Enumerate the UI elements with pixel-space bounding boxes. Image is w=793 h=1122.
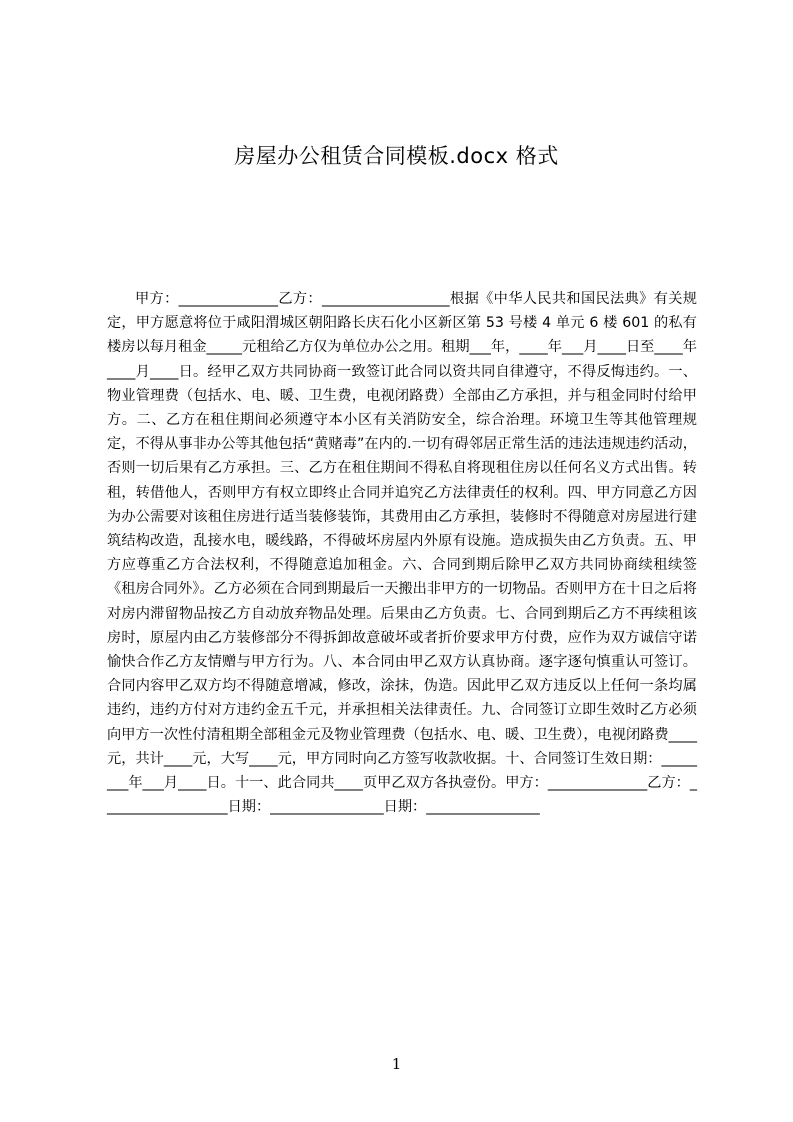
page-number: 1	[391, 1055, 402, 1073]
contract-body-paragraph: 甲方：______________乙方：__________________根据《中华人民共和国民法典》有关规定，甲方愿意将位于咸阳渭城区朝阳路长庆石化小区新区第 53 号楼 4 单元 6 楼 601 的私有楼房以每月租金_____元租给乙方仅为单位办公之用。租期___年，____年___月____日至____年____月____日。经甲乙双方共同协商一致签订此合同以资共同自律遵守，不得反悔违约。一、物业管理费（包括水、电、暖、卫生费，电视闭路费）全部由乙方承担，并与租金同时付给甲方。二、乙方在租住期间必须遵守本小区有关消防安全，综合治理。环境卫生等其他管理规定，不得从事非办公等其他包括“黄赌毒”在内的.一切有碍邻居正常生活的违法违规违约活动，否则一切后果有乙方承担。三、乙方在租住期间不得私自将现租住房以任何名义方式出售。转租，转借他人，否则甲方有权立即终止合同并追究乙方法律责任的权利。四、甲方同意乙方因为办公需要对该租住房进行适当装修装饰，其费用由乙方承担，装修时不得随意对房屋进行建筑结构改造，乱接水电，暖线路，不得破坏房屋内外原有设施。造成损失由乙方负责。五、甲方应尊重乙方合法权利，不得随意追加租金。六、合同到期后除甲乙双方共同协商续租续签《租房合同外》。乙方必须在合同到期最后一天搬出非甲方的一切物品。否则甲方在十日之后将对房内滞留物品按乙方自动放弃物品处理。后果由乙方负责。七、合同到期后乙方不再续租该房时，原屋内由乙方装修部分不得拆卸故意破坏或者折价要求甲方付费，应作为双方诚信守诺愉快合作乙方友情赠与甲方行为。八、本合同由甲乙双方认真协商。逐字逐句慎重认可签订。合同内容甲乙双方均不得随意增减，修改，涂抹，伪造。因此甲乙双方违反以上任何一条均属违约，违约方付对方违约金五千元，并承担相关法律责任。九、合同签订立即生效时乙方必须向甲方一次性付清租期全部租金元及物业管理费（包括水、电、暖、卫生费），电视闭路费____元，共计____元，大写____元，甲方同时向乙方签写收款收据。十、合同签订生效日期：________年___月____日。十一、此合同共____页甲乙双方各执壹份。甲方：______________乙方：__________________日期：________________日期：________________	[107, 291, 697, 816]
document-title: 房屋办公租赁合同模板.docx 格式	[234, 144, 559, 168]
